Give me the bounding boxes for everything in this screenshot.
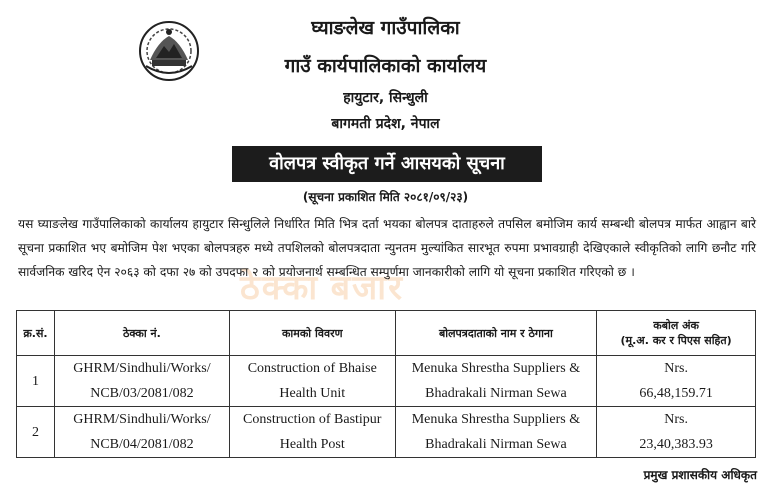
work-line: Construction of Bhaise <box>247 361 377 376</box>
amount-currency: Nrs. <box>664 412 688 427</box>
header-sn: क्र.सं. <box>17 311 55 356</box>
contract-line: GHRM/Sindhuli/Works/ <box>73 412 211 427</box>
work-line: Health Unit <box>279 386 346 401</box>
header-work: कामको विवरण <box>229 311 395 356</box>
header-amount-line2: (मू.अ. कर र पिएस सहित) <box>620 334 732 347</box>
bidder-line: Menuka Shrestha Suppliers & <box>411 361 581 376</box>
row-contract <box>54 356 229 407</box>
signatory-title: प्रमुख प्रशासकीय अधिकृत <box>643 468 757 482</box>
bidder-line: Menuka Shrestha Suppliers & <box>411 412 581 427</box>
office-name: गाउँ कार्यपालिकाको कार्यालय <box>284 55 487 77</box>
table-header-row <box>17 311 756 356</box>
contract-line: NCB/03/2081/082 <box>90 386 194 401</box>
amount-value: 23,40,383.93 <box>639 437 713 452</box>
municipality-name: घ्याङलेख गाउँपालिका <box>311 17 460 39</box>
office-location: हायुटार, सिन्धुली <box>343 90 428 106</box>
header-bidder: बोलपत्रदाताको नाम र ठेगाना <box>395 311 597 356</box>
row-work <box>229 407 395 458</box>
row-amount <box>597 407 756 458</box>
amount-value: 66,48,159.71 <box>639 386 713 401</box>
row-sn: 2 <box>17 407 55 458</box>
work-line: Health Post <box>279 437 345 452</box>
notice-title: वोलपत्र स्वीकृत गर्ने आसयको सूचना <box>232 146 542 182</box>
header-amount-line1: कबोल अंक <box>653 319 699 332</box>
work-line: Construction of Bastipur <box>243 412 382 427</box>
contract-line: NCB/04/2081/082 <box>90 437 194 452</box>
publication-date: (सूचना प्रकाशित मिति २०८१/०९/२३) <box>302 190 469 204</box>
province-name: बागमती प्रदेश, नेपाल <box>331 116 440 132</box>
row-bidder <box>395 356 597 407</box>
row-sn: 1 <box>17 356 55 407</box>
notice-body: यस घ्याङलेख गाउँपालिकाको कार्यालय हायुटार सिन्धुलिले निर्धारित मिति भित्र दर्ता भयका बोलपत्र दाताहरुले तपसिल बमोजिम कार्य सम्बन्धी बोलपत्र मार्फत आह्वान बारे सूचना प्रकाशित भए बमोजिम पेश भएका बोलपत्रहरु मध्ये तपशिलको बोलपत्रदाता न्युनतम मुल्यांकित सारभूत रुपमा प्रभावग्राही देखिएकाले स्वीकृतिको लागि छनौट गरि सार्वजनिक खरिद ऐन २०६३ को दफा २७ को उपदफा २ को प्रयोजनार्थ सम्बन्धित सम्पुर्णमा जानकारीको लागि यो सूचना प्रकाशित गरिएको छ । <box>18 217 756 279</box>
bid-table <box>16 310 756 458</box>
row-amount <box>597 356 756 407</box>
bidder-line: Bhadrakali Nirman Sewa <box>425 437 567 452</box>
header-amount <box>597 311 756 356</box>
watermark: ठेक्का बजार <box>240 269 405 307</box>
header-contract: ठेक्का नं. <box>54 311 229 356</box>
table-row <box>17 407 756 458</box>
row-work <box>229 356 395 407</box>
table-row <box>17 356 756 407</box>
row-contract <box>54 407 229 458</box>
amount-currency: Nrs. <box>664 361 688 376</box>
row-bidder <box>395 407 597 458</box>
bidder-line: Bhadrakali Nirman Sewa <box>425 386 567 401</box>
contract-line: GHRM/Sindhuli/Works/ <box>73 361 211 376</box>
